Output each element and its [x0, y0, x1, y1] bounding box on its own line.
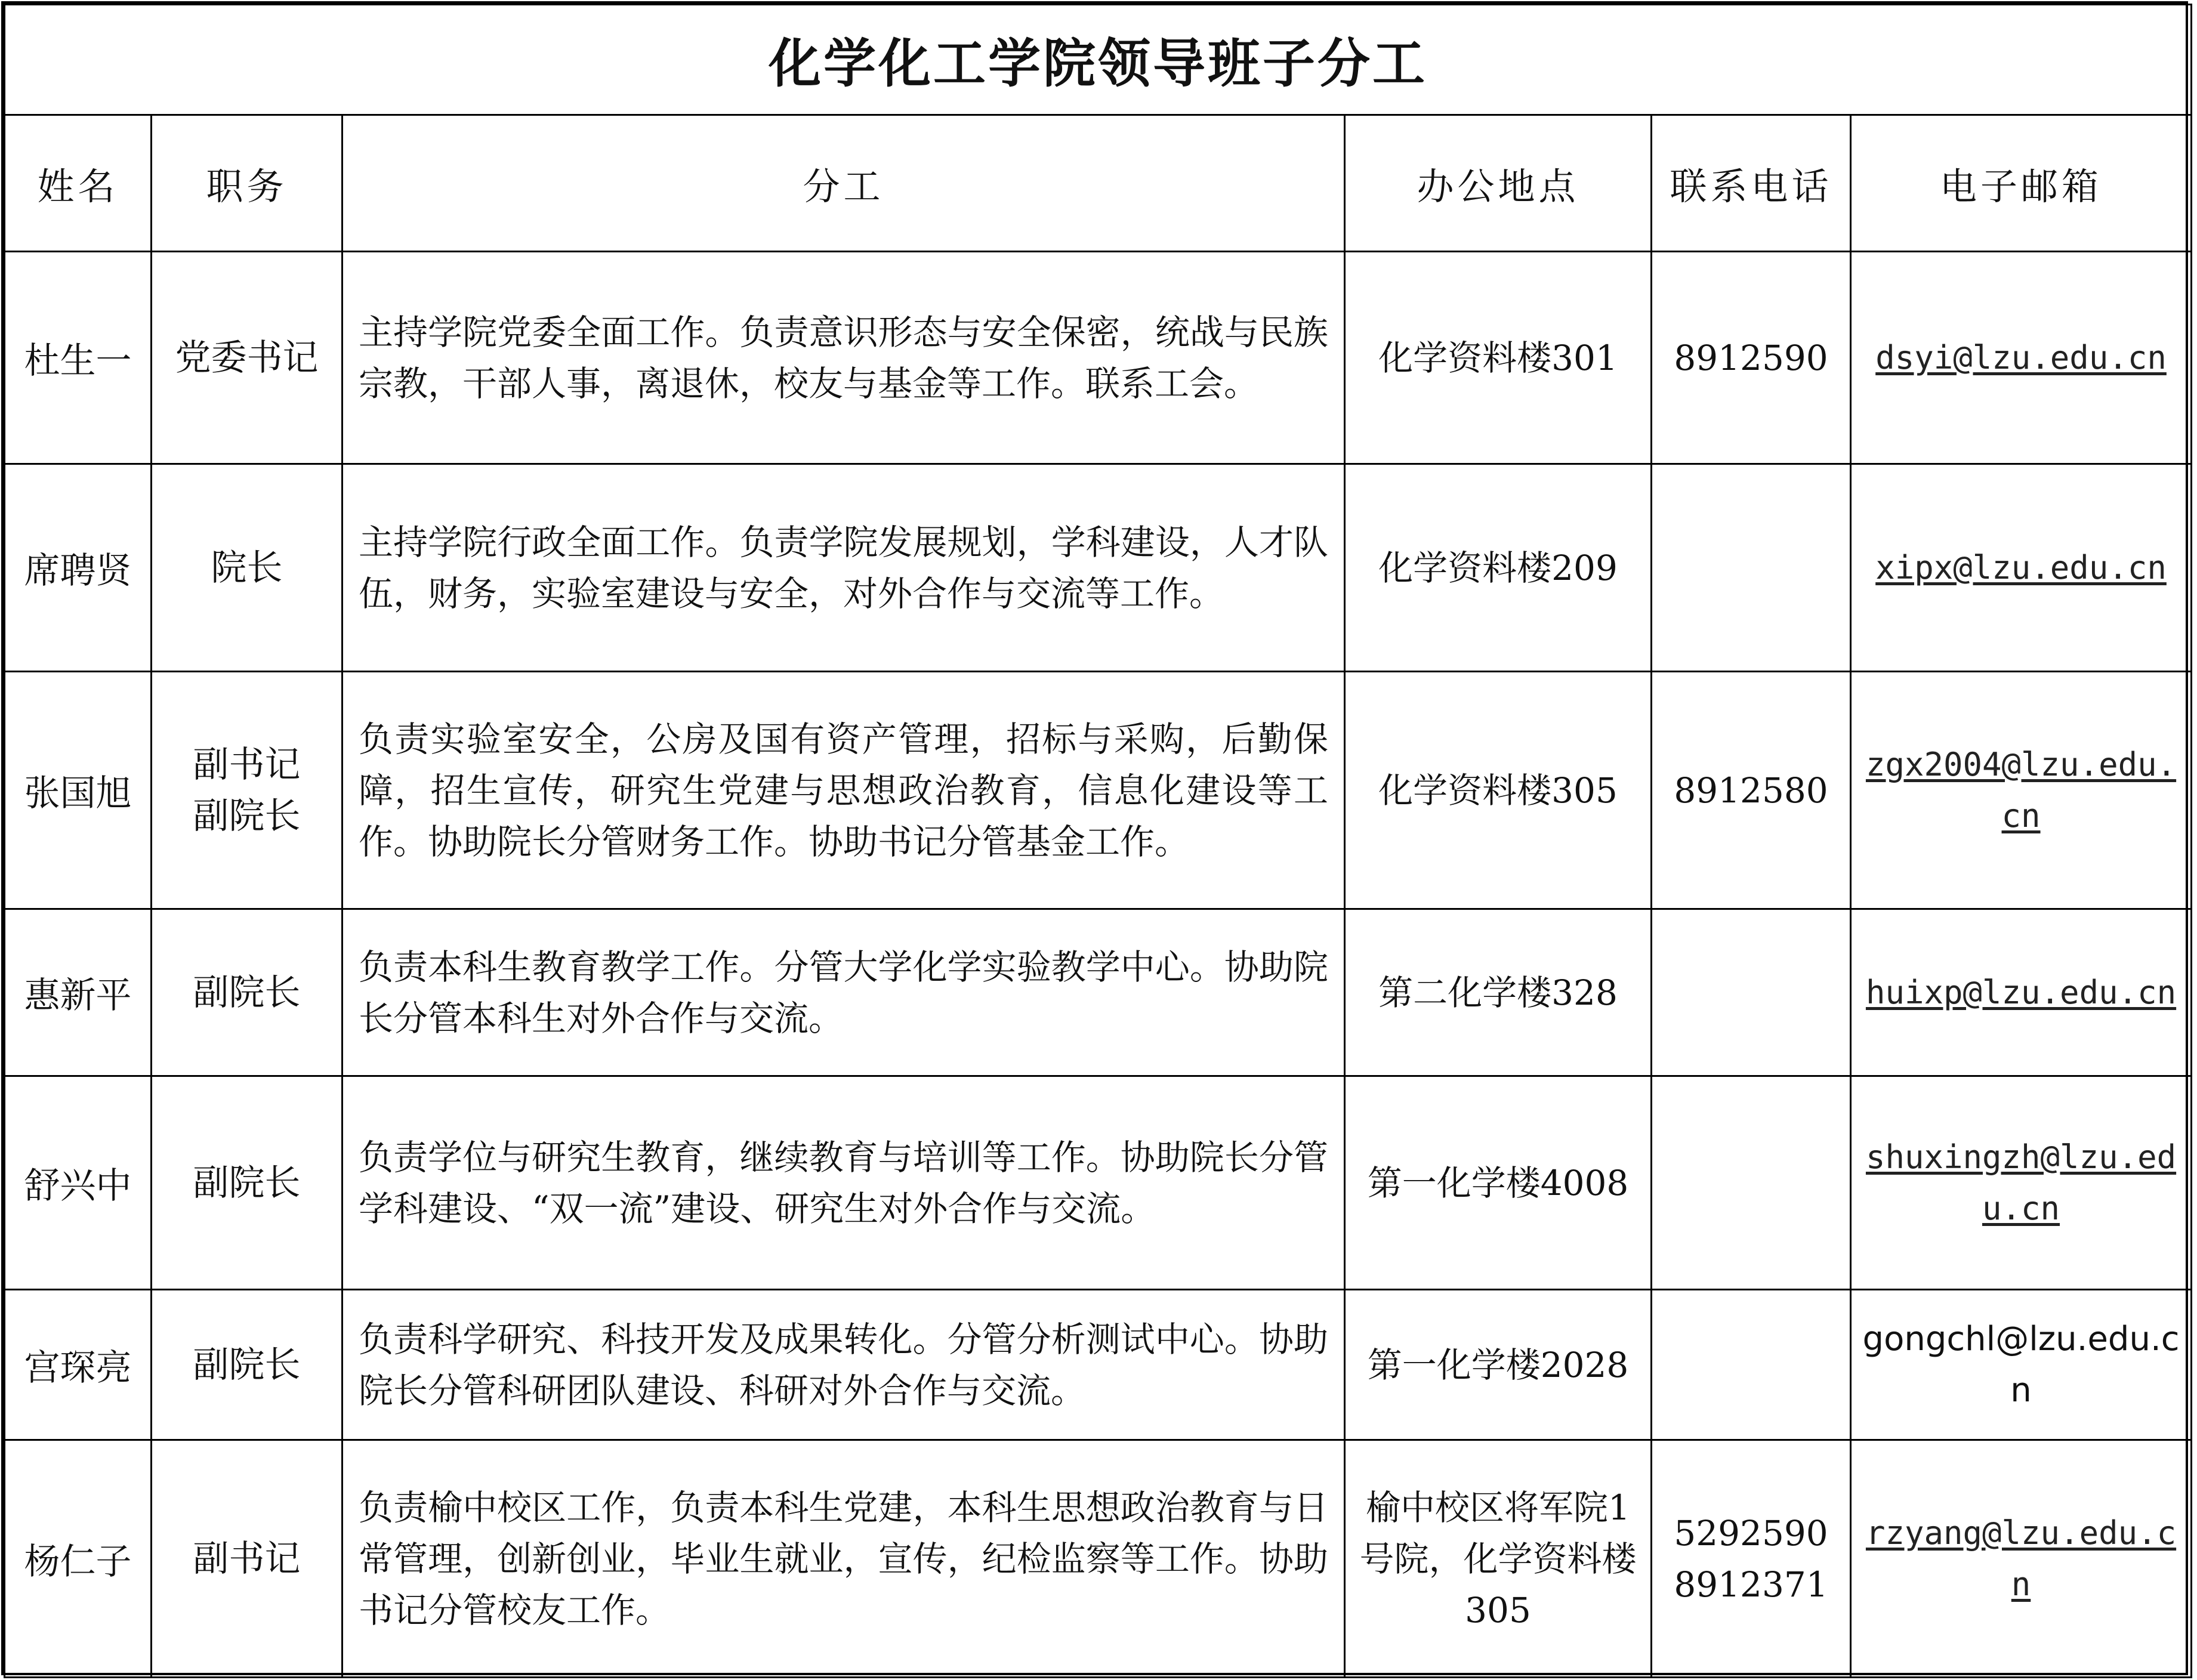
email-cell: [1851, 1290, 2192, 1440]
role-cell: [152, 464, 342, 672]
email-link[interactable]: rzyang@lzu.edu.cn: [1865, 1514, 2177, 1603]
office-cell: 第一化学楼4008: [1345, 1076, 1652, 1290]
duty-cell: 负责榆中校区工作，负责本科生党建，本科生思想政治教育与日常管理，创新创业，毕业生就业，宣传，纪检监察等工作。协助书记分管校友工作。: [342, 1440, 1345, 1678]
role-cell: [152, 1290, 342, 1440]
header-duty: 分工: [342, 115, 1345, 252]
email-cell: [1851, 909, 2192, 1076]
header-phone: 联系电话: [1652, 115, 1851, 252]
table-row: [5, 252, 2192, 464]
office-cell: 第一化学楼2028: [1345, 1290, 1652, 1440]
name-cell: 张国旭: [5, 672, 152, 909]
role-line: 院长: [211, 546, 283, 589]
phone-number: 5292590: [1674, 1512, 1828, 1554]
document: [1, 1, 2188, 1675]
header-role: 职务: [152, 115, 342, 252]
name-cell: 席聘贤: [5, 464, 152, 672]
email-text: gongchl@lzu.edu.cn: [1862, 1319, 2180, 1410]
header-row: [5, 115, 2192, 252]
email-cell: [1851, 1076, 2192, 1290]
phone-cell: [1652, 1290, 1851, 1440]
phone-cell: [1652, 1440, 1851, 1678]
email-link[interactable]: zgx2004@lzu.edu.cn: [1865, 745, 2177, 835]
name-cell: 杨仁子: [5, 1440, 152, 1678]
name-cell: 舒兴中: [5, 1076, 152, 1290]
role-line: 副书记: [193, 743, 301, 786]
duty-cell: 负责科学研究、科技开发及成果转化。分管分析测试中心。协助院长分管科研团队建设、科研对外合作与交流。: [342, 1290, 1345, 1440]
page-title: 化学化工学院领导班子分工: [5, 5, 2192, 115]
phone-number: 8912371: [1674, 1564, 1828, 1605]
email-cell: [1851, 672, 2192, 909]
office-cell: 化学资料楼301: [1345, 252, 1652, 464]
role-cell: [152, 672, 342, 909]
table-row: [5, 1440, 2192, 1678]
leadership-table: [4, 4, 2192, 1678]
phone-cell: [1652, 1076, 1851, 1290]
duty-cell: 负责本科生教育教学工作。分管大学化学实验教学中心。协助院长分管本科生对外合作与交流。: [342, 909, 1345, 1076]
phone-cell: [1652, 909, 1851, 1076]
email-link[interactable]: shuxingzh@lzu.edu.cn: [1865, 1138, 2177, 1227]
email-cell: [1851, 1440, 2192, 1678]
office-cell: 化学资料楼209: [1345, 464, 1652, 672]
phone-cell: [1652, 252, 1851, 464]
name-cell: 宫琛亮: [5, 1290, 152, 1440]
role-cell: [152, 1076, 342, 1290]
role-line: 副书记: [193, 1537, 301, 1580]
email-link[interactable]: huixp@lzu.edu.cn: [1865, 973, 2177, 1011]
table-row: [5, 672, 2192, 909]
office-cell: 榆中校区将军院1号院，化学资料楼305: [1345, 1440, 1652, 1678]
table-row: [5, 1290, 2192, 1440]
duty-cell: 负责学位与研究生教育，继续教育与培训等工作。协助院长分管学科建设、“双一流”建设、研究生对外合作与交流。: [342, 1076, 1345, 1290]
phone-number: 8912590: [1674, 337, 1828, 378]
email-link[interactable]: xipx@lzu.edu.cn: [1875, 548, 2167, 586]
email-cell: [1851, 464, 2192, 672]
name-cell: 杜生一: [5, 252, 152, 464]
office-cell: 第二化学楼328: [1345, 909, 1652, 1076]
role-cell: [152, 909, 342, 1076]
role-line: 党委书记: [175, 336, 319, 379]
role-line: 副院长: [193, 795, 301, 837]
phone-cell: [1652, 672, 1851, 909]
phone-cell: [1652, 464, 1851, 672]
duty-cell: 负责实验室安全，公房及国有资产管理，招标与采购，后勤保障，招生宣传，研究生党建与思想政治教育，信息化建设等工作。协助院长分管财务工作。协助书记分管基金工作。: [342, 672, 1345, 909]
header-office: 办公地点: [1345, 115, 1652, 252]
role-cell: [152, 1440, 342, 1678]
email-cell: [1851, 252, 2192, 464]
name-cell: 惠新平: [5, 909, 152, 1076]
duty-cell: 主持学院行政全面工作。负责学院发展规划，学科建设，人才队伍，财务，实验室建设与安全，对外合作与交流等工作。: [342, 464, 1345, 672]
role-line: 副院长: [193, 971, 301, 1014]
office-cell: 化学资料楼305: [1345, 672, 1652, 909]
table-row: [5, 1076, 2192, 1290]
header-name: 姓名: [5, 115, 152, 252]
role-cell: [152, 252, 342, 464]
title-row: [5, 5, 2192, 115]
header-email: 电子邮箱: [1851, 115, 2192, 252]
email-link[interactable]: dsyi@lzu.edu.cn: [1875, 338, 2167, 376]
table-row: [5, 464, 2192, 672]
duty-cell: 主持学院党委全面工作。负责意识形态与安全保密，统战与民族宗教，干部人事，离退休，校友与基金等工作。联系工会。: [342, 252, 1345, 464]
table-row: [5, 909, 2192, 1076]
role-line: 副院长: [193, 1162, 301, 1204]
phone-number: 8912580: [1674, 770, 1828, 811]
role-line: 副院长: [193, 1344, 301, 1386]
